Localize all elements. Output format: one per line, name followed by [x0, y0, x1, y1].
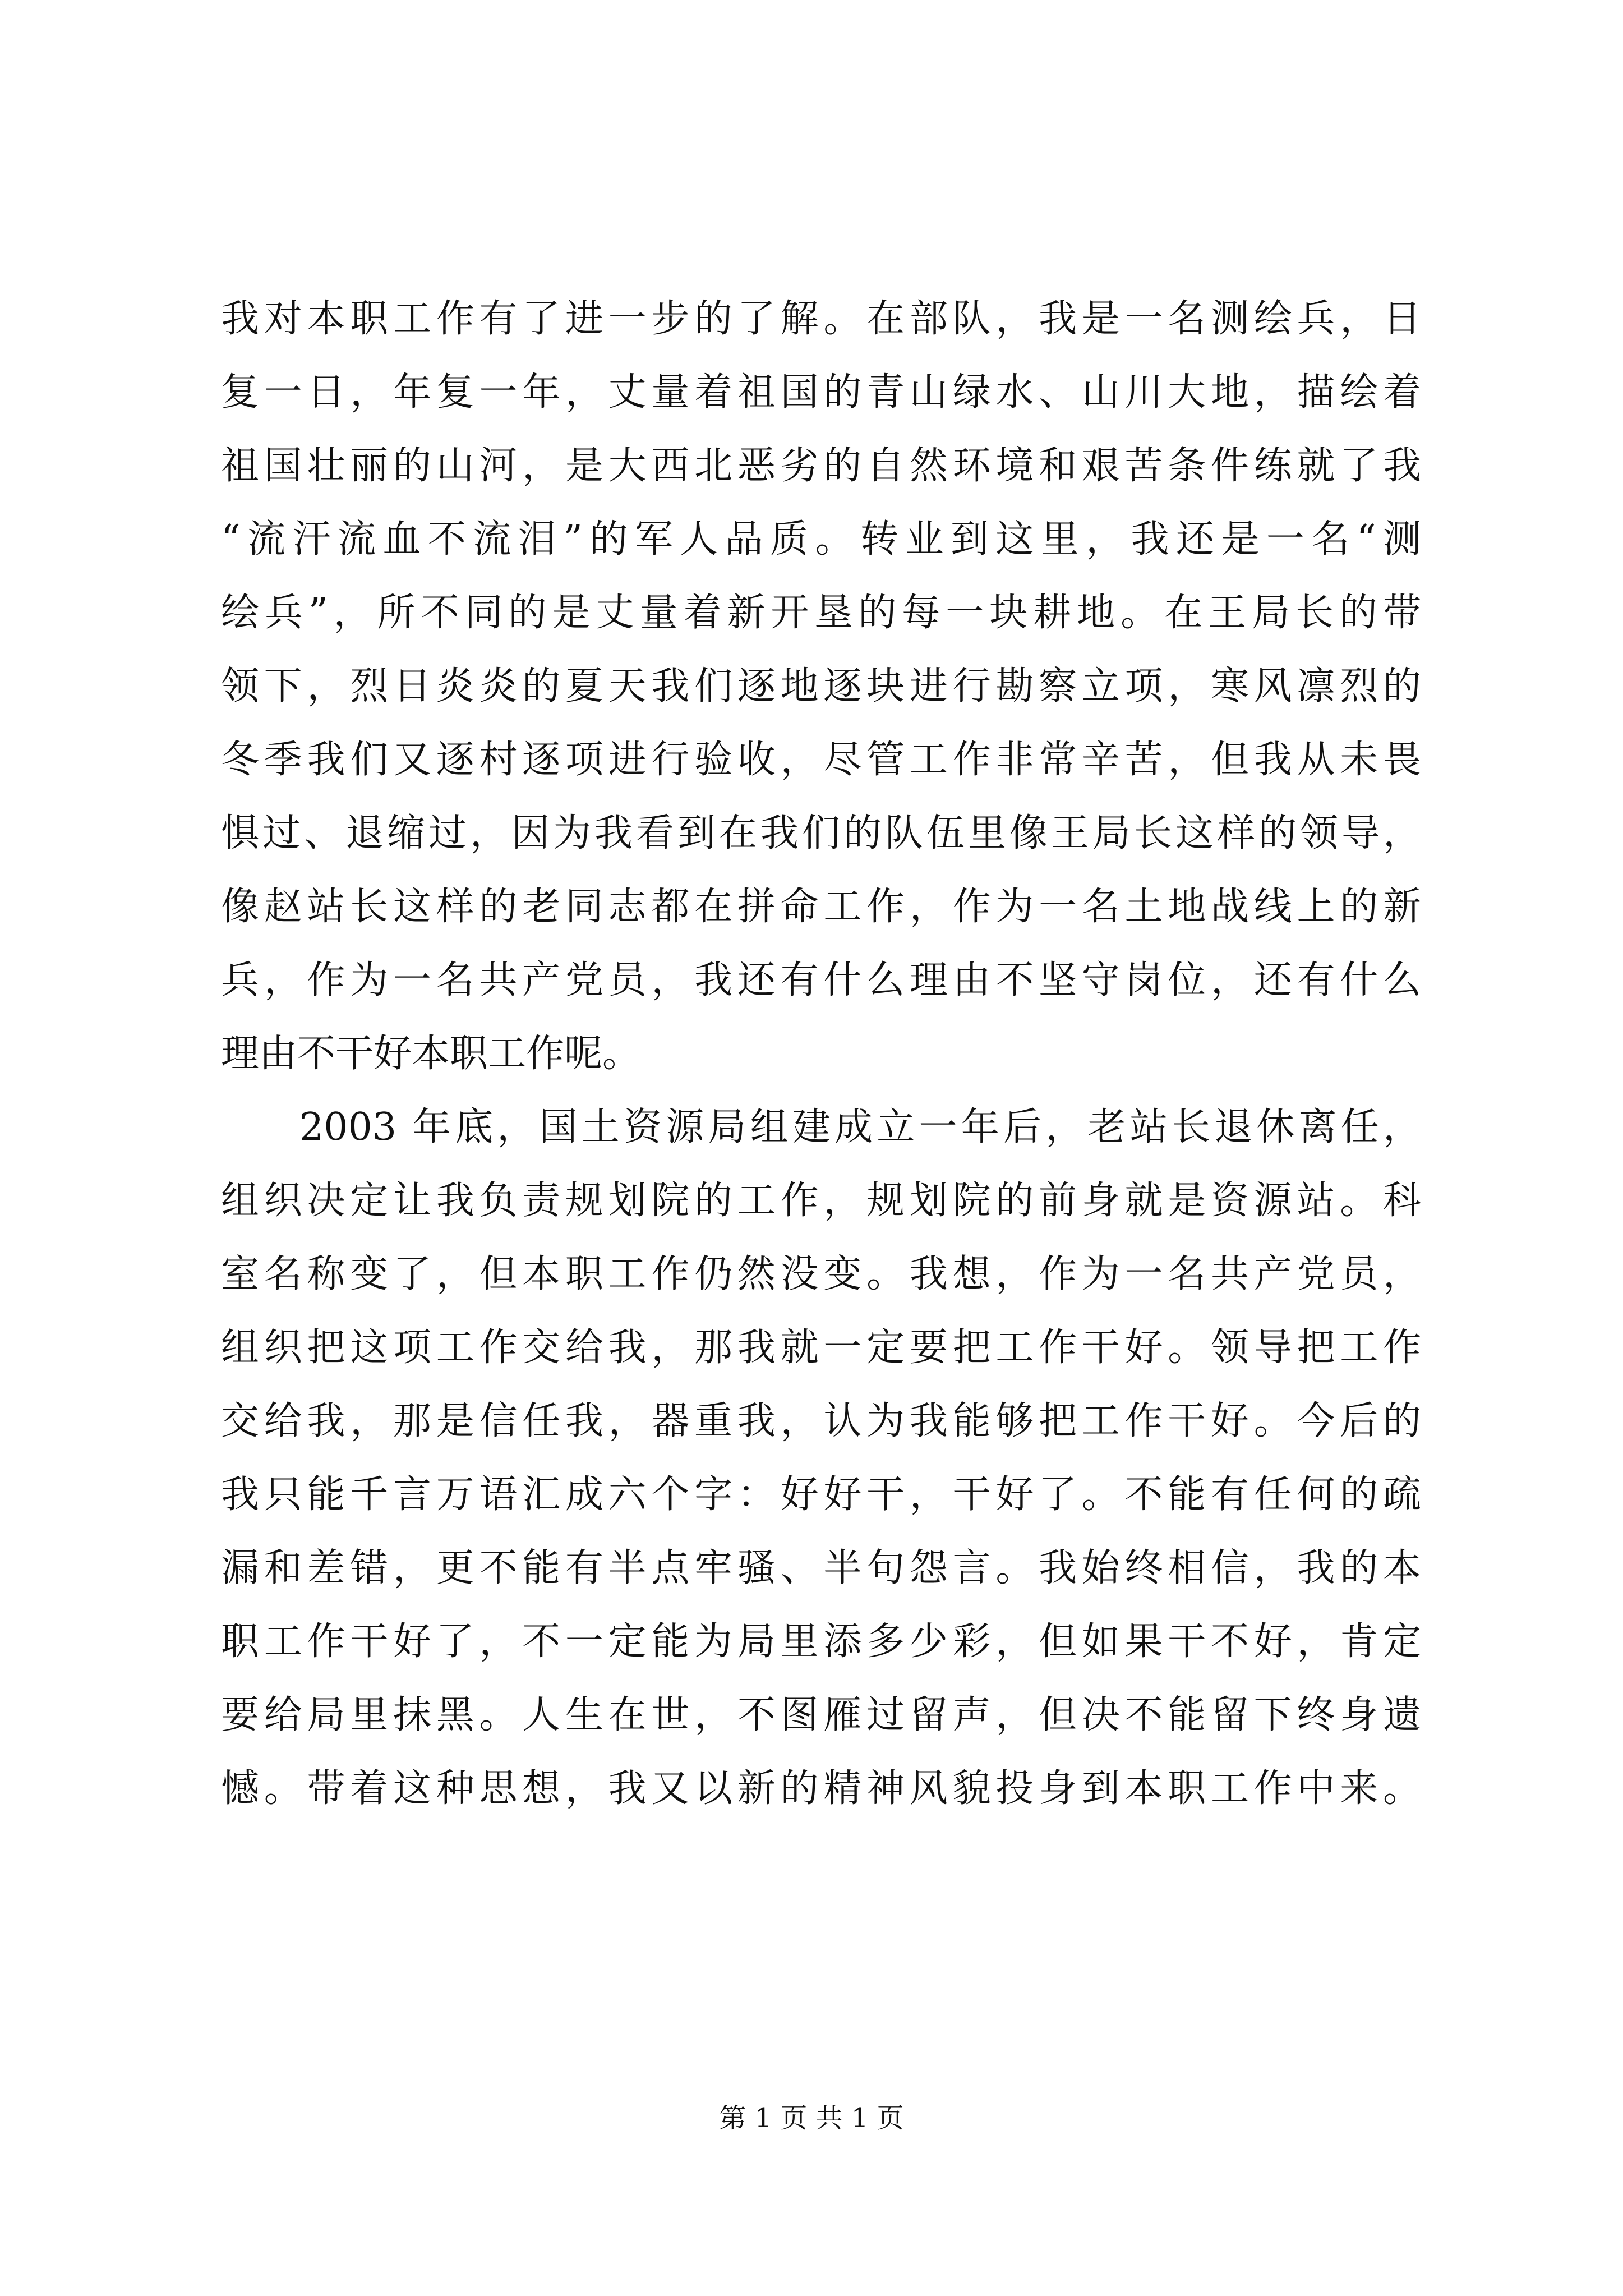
body-line: 像赵站长这样的老同志都在拼命工作，作为一名土地战线上的新 — [221, 885, 1421, 929]
body-line: 组织把这项工作交给我，那我就一定要把工作干好。领导把工作 — [221, 1326, 1421, 1370]
body-line: 职工作干好了，不一定能为局里添多少彩，但如果干不好，肯定 — [221, 1619, 1421, 1664]
body-line: 漏和差错，更不能有半点牢骚、半句怨言。我始终相信，我的本 — [221, 1546, 1421, 1590]
document-body — [221, 297, 1421, 1843]
body-line: 领下，烈日炎炎的夏天我们逐地逐块进行勘察立项，寒风凛烈的 — [221, 664, 1421, 708]
body-line: 组织决定让我负责规划院的工作，规划院的前身就是资源站。科 — [221, 1179, 1421, 1223]
body-line: 祖国壮丽的山河，是大西北恶劣的自然环境和艰苦条件练就了我 — [221, 444, 1421, 488]
page-number-footer: 第 1 页 共 1 页 — [719, 2102, 904, 2134]
paragraph-start-line: 2003 年底，国土资源局组建成立一年后，老站长退休离任， — [299, 1105, 1421, 1149]
body-line: 要给局里抹黑。人生在世，不图雁过留声，但决不能留下终身遗 — [221, 1693, 1421, 1737]
body-line: 憾。带着这种思想，我又以新的精神风貌投身到本职工作中来。 — [221, 1766, 1421, 1811]
body-line: “流汗流血不流泪”的军人品质。转业到这里，我还是一名“测 — [221, 517, 1421, 562]
body-line: 室名称变了，但本职工作仍然没变。我想，作为一名共产党员， — [221, 1252, 1421, 1296]
body-line: 惧过、退缩过，因为我看到在我们的队伍里像王局长这样的领导， — [221, 811, 1421, 855]
body-line: 冬季我们又逐村逐项进行验收，尽管工作非常辛苦，但我从未畏 — [221, 738, 1421, 782]
body-line: 我对本职工作有了进一步的了解。在部队，我是一名测绘兵，日 — [221, 297, 1421, 341]
body-line: 绘兵”，所不同的是丈量着新开垦的每一块耕地。在王局长的带 — [221, 591, 1421, 635]
body-line: 复一日，年复一年，丈量着祖国的青山绿水、山川大地，描绘着 — [221, 370, 1421, 415]
body-line: 交给我，那是信任我，器重我，认为我能够把工作干好。今后的 — [221, 1399, 1421, 1443]
body-line: 我只能千言万语汇成六个字：好好干，干好了。不能有任何的疏 — [221, 1473, 1421, 1517]
body-line: 理由不干好本职工作呢。 — [221, 1032, 641, 1076]
body-line: 兵，作为一名共产党员，我还有什么理由不坚守岗位，还有什么 — [221, 958, 1421, 1002]
